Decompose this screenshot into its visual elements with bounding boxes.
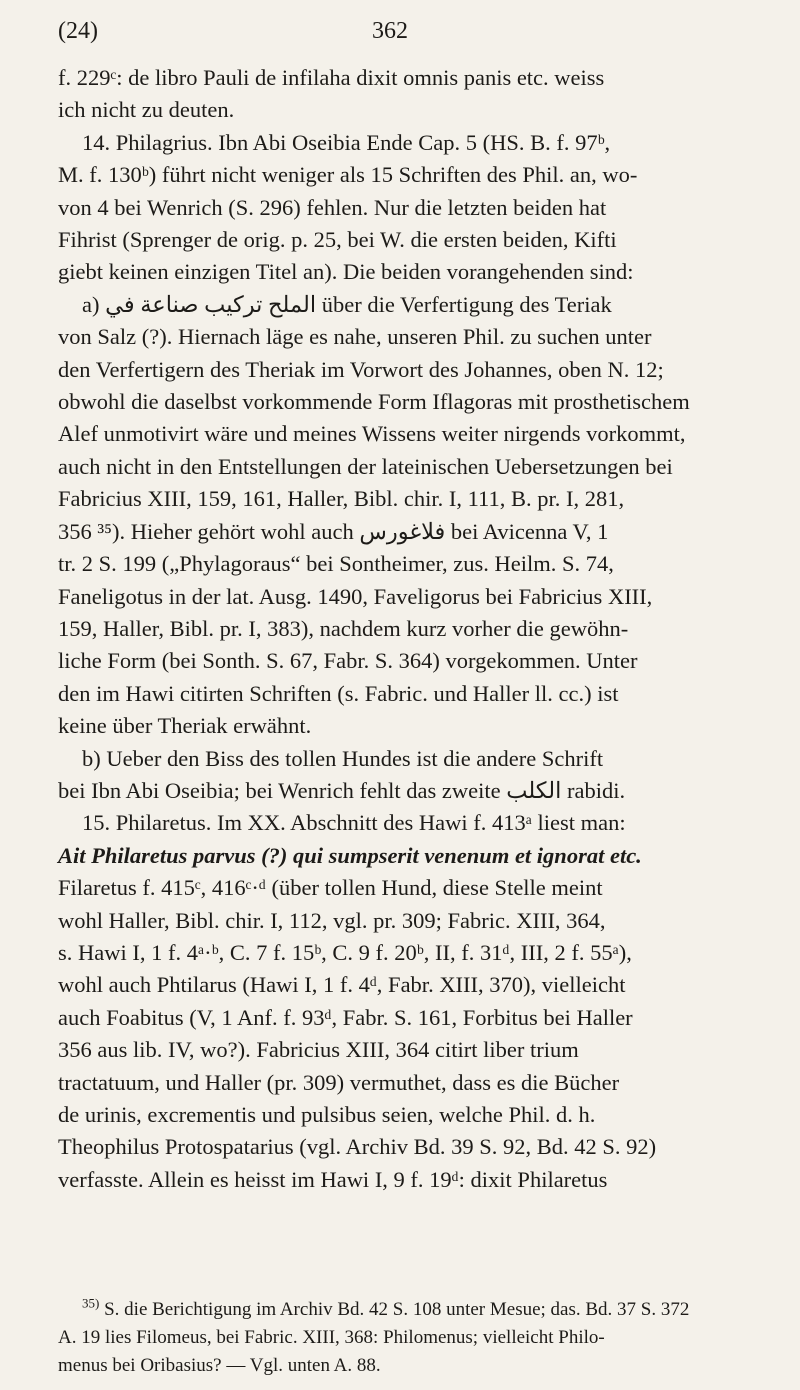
text-line: wohl auch Phtilarus (Hawi I, 1 f. 4ᵈ, Fabr. XIII, 370), vielleicht (58, 972, 626, 998)
text-line: den im Hawi citirten Schriften (s. Fabric. und Haller ll. cc.) ist (58, 680, 619, 706)
text-line: ich nicht zu deuten. (58, 97, 235, 123)
footnote-line (58, 1296, 770, 1324)
text-line: Theophilus Protospatarius (vgl. Archiv Bd. 39 S. 92, Bd. 42 S. 92) (58, 1134, 657, 1160)
text-line: Faneligotus in der lat. Ausg. 1490, Faveligorus bei Fabricius XIII, (58, 583, 653, 609)
text-line-arabic-title: a) الملح تركيب صناعة في über die Verfertigung des Teriak (82, 291, 612, 317)
section-15-heading-line: 15. Philaretus. Im XX. Abschnitt des Hawi f. 413ᵃ liest man: (82, 810, 626, 836)
text-line: auch nicht in den Entstellungen der lateinischen Uebersetzungen bei (58, 453, 673, 479)
body-text (58, 62, 770, 1196)
text-line: 159, Haller, Bibl. pr. I, 383), nachdem kurz vorher die gewöhn- (58, 615, 629, 641)
text-line: keine über Theriak erwähnt. (58, 713, 312, 739)
text-line: s. Hawi I, 1 f. 4ᵃ·ᵇ, C. 7 f. 15ᵇ, C. 9 f. 20ᵇ, II, f. 31ᵈ, III, 2 f. 55ᵃ), (58, 939, 632, 965)
text-line: M. f. 130ᵇ) führt nicht weniger als 15 Schriften des Phil. an, wo- (58, 162, 638, 188)
text-line: b) Ueber den Biss des tollen Hundes ist die andere Schrift (82, 745, 604, 771)
text-line: Filaretus f. 415ᶜ, 416ᶜ·ᵈ (über tollen Hund, diese Stelle meint (58, 875, 603, 901)
text-line: 356 aus lib. IV, wo?). Fabricius XIII, 364 citirt liber trium (58, 1037, 579, 1063)
page-number: 362 (372, 18, 408, 44)
text-line: den Verfertigern des Theriak im Vorwort des Johannes, oben N. 12; (58, 356, 664, 382)
text-line: tractatuum, und Haller (pr. 309) vermuthet, dass es die Bücher (58, 1069, 620, 1095)
text-line-quote: Ait Philaretus parvus (?) qui sumpserit venenum et ignorat etc. (58, 842, 642, 868)
footnote (58, 1296, 770, 1380)
text-line: f. 229ᶜ: de libro Pauli de infilaha dixit omnis panis etc. weiss (58, 65, 605, 90)
text-line: Fabricius XIII, 159, 161, Haller, Bibl. chir. I, 111, B. pr. I, 281, (58, 486, 625, 512)
text-line: wohl Haller, Bibl. chir. I, 112, vgl. pr. 309; Fabric. XIII, 364, (58, 907, 606, 933)
section-14-heading-line: 14. Philagrius. Ibn Abi Oseibia Ende Cap. 5 (HS. B. f. 97ᵇ, (82, 129, 611, 155)
signature-mark: (24) (58, 18, 98, 44)
text-line: giebt keinen einzigen Titel an). Die beiden vorangehenden sind: (58, 259, 634, 285)
text-line: obwohl die daselbst vorkommende Form Iflagoras mit prosthetischem (58, 389, 690, 415)
text-line: von 4 bei Wenrich (S. 296) fehlen. Nur die letzten beiden hat (58, 194, 607, 220)
text-line: de urinis, excrementis und pulsibus seien, welche Phil. d. h. (58, 1102, 596, 1127)
footnote-text: S. die Berichtigung im Archiv Bd. 42 S. 108 unter Mesue; das. Bd. 37 S. 372 (104, 1299, 690, 1320)
text-line: tr. 2 S. 199 („Phylagoraus“ bei Sontheimer, zus. Heilm. S. 74, (58, 551, 614, 577)
text-line: Alef unmotivirt wäre und meines Wissens weiter nirgends vorkommt, (58, 421, 686, 447)
text-line: 356 ³⁵). Hieher gehört wohl auch فلاغورس bei Avicenna V, 1 (58, 518, 609, 544)
text-line: liche Form (bei Sonth. S. 67, Fabr. S. 364) vorgekommen. Unter (58, 648, 638, 674)
footnote-line: menus bei Oribasius? — Vgl. unten A. 88. (58, 1355, 381, 1376)
footnote-marker: 35) (82, 1295, 100, 1311)
text-line: von Salz (?). Hiernach läge es nahe, unseren Phil. zu suchen unter (58, 324, 652, 350)
text-line: verfasste. Allein es heisst im Hawi I, 9 f. 19ᵈ: dixit Philaretus (58, 1166, 608, 1192)
text-line: auch Foabitus (V, 1 Anf. f. 93ᵈ, Fabr. S. 161, Forbitus bei Haller (58, 1004, 633, 1030)
footnote-line: A. 19 lies Filomeus, bei Fabric. XIII, 368: Philomenus; vielleicht Philo- (58, 1327, 605, 1348)
text-line: bei Ibn Abi Oseibia; bei Wenrich fehlt das zweite الكلب rabidi. (58, 777, 626, 803)
text-line: Fihrist (Sprenger de orig. p. 25, bei W. die ersten beiden, Kifti (58, 227, 617, 253)
